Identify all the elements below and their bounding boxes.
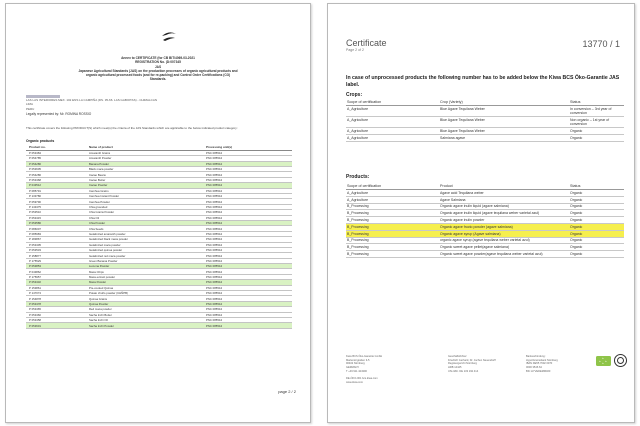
processing-unit-cell: PNC 085544 [203,204,292,209]
column-header-product-name: Name of product [86,145,203,150]
product-name-cell: Pre-cooked Quinoa [86,285,203,290]
column-header-product: Product [439,183,569,189]
processing-unit-cell: PNC 085544 [203,301,292,306]
table-row [346,196,624,203]
processing-unit-cell: PNC 085544 [203,237,292,242]
footer-line: 0000 3546 64 [526,366,542,370]
processing-unit-cell: PNC 085544 [203,194,292,199]
footer-line: 90402 Nürnberg [346,362,365,366]
column-header-status: Status [569,99,624,105]
table-row [346,116,624,127]
status-cell: Organic [569,223,624,230]
product-name-cell: Black maca powder [86,167,203,172]
product-name-cell: Sacha Inchi Powder [86,323,203,328]
scope-cell: B_Processing [346,203,439,210]
operator-address [26,94,246,111]
status-cell: Organic [569,237,624,244]
product-name-cell: Chia Seeds [86,226,203,231]
eu-organic-logo-icon: ★ ★ ★ ★ [596,356,611,366]
scope-cell: A_Agriculture [346,127,439,134]
processing-unit-cell: PNC 085544 [203,231,292,236]
product-number-cell: P 053432 [26,280,86,285]
scope-cell: B_Processing [346,210,439,217]
scope-cell: A_Agriculture [346,105,439,116]
table-row [346,134,624,141]
scope-cell: A_Agriculture [346,196,439,203]
column-header-status: Status [569,183,624,189]
product-name-cell: Maca Chips [86,269,203,274]
scope-cell: A_Agriculture [346,116,439,127]
table-row [346,127,624,134]
processing-unit-cell: PNC 085544 [203,161,292,166]
processing-unit-cell: PNC 085544 [203,210,292,215]
product-number-cell: P 054785 [26,156,86,161]
scope-cell: B_Processing [346,237,439,244]
product-number-cell: P 175529 [26,258,86,263]
table-row [346,210,624,217]
column-header-scope: Scope of certification [346,183,439,189]
organic-products-title: Organic products [26,139,55,143]
product-name-cell: Amaranth Powder [86,156,203,161]
product-name-cell: Cacao Butter [86,177,203,182]
processing-unit-cell: PNC 085544 [203,285,292,290]
processing-unit-cell: PNC 085544 [203,318,292,323]
product-number-cell: P 054286 [26,161,86,166]
product-number-cell: P 053533 [26,247,86,252]
annex-header-line: JAS [154,64,162,69]
product-name-cell: Banana Powder [86,161,203,166]
table-row [26,323,292,328]
scope-cell: B_Processing [346,244,439,251]
column-header-crop: Crop (Variety) [439,99,569,105]
product-name-cell: Sacha Inchi Oil [86,318,203,323]
product-name-cell: Sacha Inchi Butter [86,312,203,317]
product-number-cell: P 175957 [26,274,86,279]
table-row [346,237,624,244]
product-name-cell: Chia Oil [86,215,203,220]
processing-unit-cell: PNC 085544 [203,199,292,204]
product-name-cell: Gelatinized maca powder [86,242,203,247]
processing-unit-cell: PNC 085544 [203,172,292,177]
address-line: LAS LAS INTERIORES MEX. 102 ENS LA CAMPIÑA (DS. 35-66. LAS GABIOTAS) - CHIMALCAN [26,98,157,103]
product-name-cell: Cacao Powder [86,183,203,188]
certification-body-logo-icon [160,31,178,43]
scope-cell: B_Processing [346,223,439,230]
legal-representative: Legally represented by: Mr. ROMINA ROSSIO [26,112,92,116]
product-number-cell: P 043862 [26,269,86,274]
product-number-cell: P 053586 [26,220,86,225]
processing-unit-cell: PNC 085544 [203,226,292,231]
processing-unit-cell: PNC 085544 [203,150,292,155]
status-cell: Organic [569,189,624,196]
unprocessed-products-note: In case of unprocessed products the following number has to be added below the Kiwa BCS Öko-Garantie JAS label. [346,75,620,88]
scope-cell: B_Processing [346,230,439,237]
footer-line: DE-ÖKO-001 bcs.kiwa.com [346,377,378,381]
scope-cell: B_Processing [346,251,439,258]
crop-cell: Blue Agave Tequilana Weber [439,105,569,116]
processing-unit-cell: PNC 085544 [203,253,292,258]
product-number-cell: P 085791 [26,188,86,193]
product-number-cell: P 053458 [26,318,86,323]
table-row [346,244,624,251]
processing-unit-cell: PNC 085544 [203,183,292,188]
product-name-cell: Lucuma Powder [86,264,203,269]
product-number-cell: P 086007 [26,226,86,231]
product-name-cell: Chia grounded [86,204,203,209]
product-name-cell: Chia Powder [86,220,203,225]
status-cell: Organic [569,244,624,251]
annex-header-line: Japanese Agricultural Standards (JAS) on the production processes of organic agricultural products and [78,68,238,73]
processing-unit-cell: PNC 085544 [203,156,292,161]
product-number-cell: P 053405 [26,242,86,247]
product-number-cell: P 154878 [26,296,86,301]
crops-title: Crops: [346,92,363,98]
product-number-cell: P 183867 [26,237,86,242]
certificate-title: Certificate [346,38,387,48]
product-number-cell: P 054286 [26,172,86,177]
product-name-cell: Gelatinized red maca powder [86,253,203,258]
footer-line: HRB 14445 [448,366,462,370]
processing-unit-cell: PNC 085544 [203,188,292,193]
scope-cell: A_Agriculture [346,134,439,141]
processing-unit-cell: PNC 085544 [203,280,292,285]
status-cell: Organic [569,203,624,210]
product-name-cell: Maca Powder [86,280,203,285]
column-header-processing-unit: Processing unit(s) [203,145,292,150]
product-cell: Organic agave inulin liquid (agave tequilana weber varietal azul) [439,210,569,217]
processing-unit-cell: PNC 085544 [203,167,292,172]
footer-line: Geschäftsführer: [448,355,468,358]
processing-unit-cell: PNC 085544 [203,247,292,252]
status-cell: Organic [569,134,624,141]
certificate-note: This certificate covers the following PRODUCT(S) which meet(s) the criteria of the JAS Standards which are applicable to the below indicated product category: [26,126,238,130]
processing-unit-cell: PNC 085544 [203,312,292,317]
product-name-cell: Green Banana Powder [86,258,203,263]
product-cell: Organic agave inulin liquid (agave salmiana) [439,203,569,210]
footer-line: Registergericht Nürnberg [448,362,477,366]
product-cell: Organic agave fructo powder (agave salmiana) [439,223,569,230]
certificate-page [327,3,635,423]
footer-line: Bankverbindung: [526,355,546,358]
status-cell: Non organic – 1st year of conversion [569,116,624,127]
crop-cell: Salmiana agave [439,134,569,141]
status-cell: Organic [569,210,624,217]
footer-line: Marientorgraben 3-5 [346,358,370,362]
processing-unit-cell: PNC 085544 [203,274,292,279]
status-cell: Organic [569,196,624,203]
processing-unit-cell: PNC 085544 [203,215,292,220]
footer-bank-details [526,355,582,374]
product-number-cell: P 053478 [26,301,86,306]
product-name-cell: Camhua Powder [86,199,203,204]
column-header-product-no: Product no. [26,145,86,150]
products-title: Products: [346,174,370,180]
table-row [346,251,624,258]
footer-line: IBAN DE55 7602 0070 [526,362,553,366]
product-cell: Organic sweet agave powder(agave tequilana weber varietal azul) [439,251,569,258]
annex-header-line: Annex to CERTIFICATE (for CB BIT/4069-03-2021 [121,56,195,60]
product-number-cell: P 053415 [26,215,86,220]
footer-line: Kiwa BCS Öko-Garantie GmbH [346,355,383,358]
crops-table [346,99,624,142]
annex-header-line: REGISTRATION No. (D:007345 [135,60,181,65]
product-number-cell: P 053465 [26,307,86,312]
processing-unit-cell: PNC 085544 [203,220,292,225]
footer-line: GERMANY [346,366,360,370]
table-row [346,217,624,224]
product-cell: Agave Salmiana [439,196,569,203]
address-line: PERU [26,106,35,111]
scope-cell: A_Agriculture [346,189,439,196]
processing-unit-cell: PNC 085544 [203,296,292,301]
product-number-cell: P 053853 [26,264,86,269]
product-name-cell: Camhua Grains [86,188,203,193]
status-cell: Organic [569,217,624,224]
product-cell: Organic agave syrup (Agave salmiana) [439,230,569,237]
product-number-cell: P 153861 [26,285,86,290]
product-name-cell: Gelatinized quinoa powder [86,247,203,252]
table-row [346,230,624,237]
status-cell: Organic [569,251,624,258]
product-number-cell: P 147074 [26,291,86,296]
footer-line: HypoVereinsbank Nürnberg [526,358,558,362]
table-row [346,189,624,196]
footer-line: T +49 911 424390 [346,369,367,373]
crop-cell: Blue Agave Tequilana Weber [439,127,569,134]
status-cell: Organic [569,127,624,134]
footer-line: Friedrich Gerhard, Dr. Jochen Neuendorff [448,358,496,362]
status-cell: In conversion – 3rd year of conversion [569,105,624,116]
footer-company-address [346,355,402,385]
certificate-annex-page [5,3,311,423]
processing-unit-cell: PNC 085544 [203,307,292,312]
column-header-scope: Scope of certification [346,99,439,105]
product-number-cell: P 133780 [26,194,86,199]
processing-unit-cell: PNC 085544 [203,242,292,247]
crop-cell: Blue Agave Tequilana Weber [439,116,569,127]
table-row [346,203,624,210]
footer-line: BIC HYVEDEMM460 [526,369,551,373]
processing-unit-cell: PNC 085544 [203,323,292,328]
product-number-cell: P 053605 [26,167,86,172]
product-number-cell: P 059790 [26,199,86,204]
footer-line: www.kiwa.com [346,380,364,384]
organic-products-table [26,145,292,329]
annex-header-line: Standards. [149,77,167,82]
product-cell: Agave acid Tequilana weber [439,189,569,196]
product-cell: Organic sweet agave pellet(agave salmiana) [439,244,569,251]
processing-unit-cell: PNC 085544 [203,269,292,274]
status-cell: Organic [569,230,624,237]
product-number-cell: P 143475 [26,204,86,209]
processing-unit-cell: PNC 085544 [203,264,292,269]
processing-unit-cell: PNC 085544 [203,291,292,296]
footer-management [448,355,510,374]
processing-unit-cell: PNC 085544 [203,258,292,263]
scope-cell: B_Processing [346,217,439,224]
table-row [346,223,624,230]
product-name-cell: Gelatinized amaranth powder [86,231,203,236]
product-name-cell: Quinoa Grains [86,296,203,301]
page-indicator: Page 2 of 2 [346,48,364,52]
product-number-cell: P 053460 [26,312,86,317]
product-cell: Organic agave inulin powder [439,217,569,224]
product-name-cell: Cacao Beans [86,172,203,177]
product-name-cell: Amaranth Grains [86,150,203,155]
page-number: page 2 / 2 [278,389,296,394]
product-name-cell: Potato chuño powder (CHÑPB) [86,291,203,296]
product-number-cell: P 053468 [26,177,86,182]
table-row [346,105,624,116]
address-line: LIMA [26,102,34,107]
annex-header-line: organic agricultural processed foods (and for re-packing) and Control Order Certifications (CO) [85,73,231,78]
product-name-cell: Camhua Instant Powder [86,194,203,199]
footer-line: USt-IdNr. DE 133 192 414 [448,369,479,373]
product-name-cell: Quinoa Powder [86,301,203,306]
product-name-cell: Gelatinized black maca powder [86,237,203,242]
processing-unit-cell: PNC 085544 [203,177,292,182]
certificate-number: 13770 / 1 [582,39,620,49]
product-name-cell: Red maca powder [86,307,203,312]
product-number-cell: P 053601 [26,323,86,328]
product-number-cell: P 158877 [26,253,86,258]
product-number-cell: P 053510 [26,210,86,215]
product-name-cell: Maca extract powder [86,274,203,279]
product-number-cell: P 053484 [26,150,86,155]
products-table [346,183,624,258]
jas-organic-seal-icon [614,354,627,367]
product-number-cell: P 043512 [26,183,86,188]
product-number-cell: P 085983 [26,231,86,236]
product-name-cell: Chia Grains Powder [86,210,203,215]
product-cell: organic agave syrup (agave tequilana weber varietal azul) [439,237,569,244]
annex-header [26,56,290,82]
